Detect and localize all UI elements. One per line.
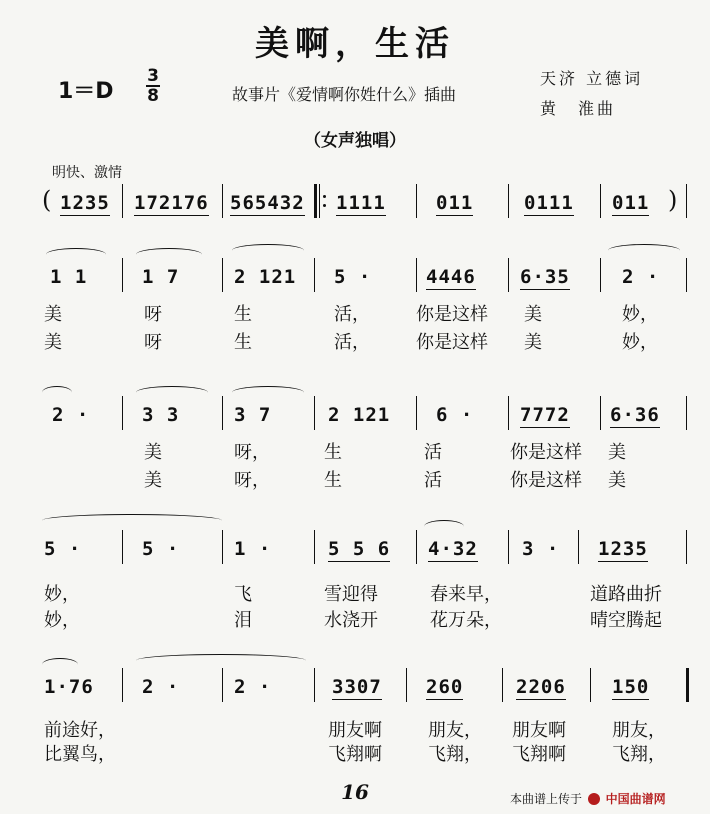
- system-5-staff: [38, 664, 688, 712]
- measure: 5 ·: [334, 266, 372, 288]
- measure: 3 ·: [522, 538, 560, 560]
- lyric-word: 雪迎得: [324, 584, 378, 605]
- slur: [136, 386, 208, 399]
- lyric-word: 美: [524, 304, 542, 325]
- barline: [600, 184, 601, 218]
- barline: [314, 668, 315, 702]
- lyric-line: [38, 300, 688, 325]
- lyric-word: 呀，: [234, 470, 270, 491]
- slur: [424, 520, 464, 533]
- barline: [686, 530, 687, 564]
- measure: 1 1: [50, 266, 88, 288]
- measure: 3307: [332, 676, 382, 698]
- measure: 011: [612, 192, 650, 214]
- barline: [122, 530, 123, 564]
- lyric-word: 你是这样: [416, 332, 488, 353]
- barline: [314, 530, 315, 564]
- lyric-word: 美: [144, 442, 162, 463]
- lyric-word: 美: [608, 442, 626, 463]
- slur: [232, 244, 304, 257]
- barline: [508, 258, 509, 292]
- lyric-word: 活，: [334, 304, 370, 325]
- barline: [122, 258, 123, 292]
- opening-parenthesis: (: [42, 186, 52, 214]
- slur: [136, 654, 306, 667]
- lyric-word: 前途好，: [44, 720, 116, 741]
- song-title: 美啊，生活: [255, 24, 455, 64]
- measure: 1235: [60, 192, 110, 214]
- lyric-word: 呀: [144, 332, 162, 353]
- system-1-staff: [38, 180, 688, 228]
- barline: [222, 668, 223, 702]
- lyric-word: 呀，: [234, 442, 270, 463]
- lyric-line: [38, 716, 688, 741]
- barline: [578, 530, 579, 564]
- measure: 7772: [520, 404, 570, 426]
- measure: 6·36: [610, 404, 660, 426]
- measure: 2 ·: [52, 404, 90, 426]
- measure: 3 3: [142, 404, 180, 426]
- time-signature-bottom: 8: [147, 86, 159, 106]
- measure: 1235: [598, 538, 648, 560]
- barline: [406, 668, 407, 702]
- lyric-word: 朋友，: [428, 720, 482, 741]
- footer-text: 本曲谱上传于: [510, 792, 583, 806]
- system-2-staff: [38, 254, 688, 302]
- lyric-word: 飞翔，: [428, 744, 482, 765]
- lyric-word: 飞翔啊: [328, 744, 382, 765]
- barline: [600, 258, 601, 292]
- key-signature: 1＝D: [58, 79, 114, 104]
- system-4-staff: [38, 526, 688, 574]
- system-3-staff: [38, 392, 688, 440]
- lyric-word: 生: [234, 332, 252, 353]
- lyric-word: 泪: [234, 610, 252, 631]
- lyric-line: [38, 740, 688, 765]
- barline: [416, 396, 417, 430]
- measure: 2 ·: [234, 676, 272, 698]
- measure: 1111: [336, 192, 386, 214]
- footer-brand: 中国曲谱网: [605, 792, 666, 806]
- measure: 1 7: [142, 266, 180, 288]
- measure: 1·76: [44, 676, 94, 698]
- barline: [508, 530, 509, 564]
- lyric-word: 生: [324, 442, 342, 463]
- measure: 4446: [426, 266, 476, 288]
- lyricist-credit: 天济 立德词: [540, 69, 644, 88]
- measure: 565432: [230, 192, 305, 214]
- measure: 2 ·: [142, 676, 180, 698]
- measure: 3 7: [234, 404, 272, 426]
- slur: [42, 658, 78, 671]
- lyric-line: [38, 606, 688, 631]
- measure: 2 121: [328, 404, 391, 426]
- measure: 260: [426, 676, 464, 698]
- lyric-word: 晴空腾起: [590, 610, 662, 631]
- time-signature: [146, 68, 160, 104]
- lyric-word: 飞翔，: [612, 744, 666, 765]
- time-signature-top: 3: [147, 66, 159, 86]
- measure: 2206: [516, 676, 566, 698]
- page-number: 16: [341, 780, 369, 804]
- measure: 1 ·: [234, 538, 272, 560]
- barline: [686, 668, 689, 702]
- lyric-word: 美: [608, 470, 626, 491]
- slur: [608, 244, 680, 257]
- slur: [232, 386, 304, 399]
- lyric-word: 美: [144, 470, 162, 491]
- slur: [42, 386, 72, 399]
- lyric-word: 美: [44, 332, 62, 353]
- lyric-word: 比翼鸟，: [44, 744, 116, 765]
- barline: [686, 184, 687, 218]
- lyric-word: 春来早，: [430, 584, 502, 605]
- lyric-word: 你是这样: [510, 470, 582, 491]
- lyric-word: 妙，: [622, 304, 658, 325]
- measure: 4·32: [428, 538, 478, 560]
- footer-watermark: [510, 790, 666, 807]
- lyric-word: 活: [424, 470, 442, 491]
- barline: [122, 396, 123, 430]
- barline: [122, 184, 123, 218]
- measure: 5 ·: [44, 538, 82, 560]
- lyric-word: 美: [524, 332, 542, 353]
- measure: 2 121: [234, 266, 297, 288]
- site-logo-icon: [588, 793, 600, 805]
- lyric-word: 朋友啊: [512, 720, 566, 741]
- lyric-word: 妙，: [44, 584, 80, 605]
- composer-credit: 黄 淮曲: [540, 99, 617, 118]
- barline: [222, 530, 223, 564]
- barline: [502, 668, 503, 702]
- lyric-word: 妙，: [622, 332, 658, 353]
- tempo-marking: 明快、激情: [52, 165, 122, 181]
- measure: 150: [612, 676, 650, 698]
- lyric-word: 妙，: [44, 610, 80, 631]
- lyric-word: 活: [424, 442, 442, 463]
- lyric-word: 你是这样: [510, 442, 582, 463]
- barline: [686, 396, 687, 430]
- barline: [222, 396, 223, 430]
- barline: [314, 258, 315, 292]
- lyric-word: 水浇开: [324, 610, 378, 631]
- measure: 011: [436, 192, 474, 214]
- barline: [590, 668, 591, 702]
- slur: [42, 514, 222, 527]
- barline: [416, 530, 417, 564]
- lyric-line: [38, 328, 688, 353]
- lyric-word: 美: [44, 304, 62, 325]
- measure: 6·35: [520, 266, 570, 288]
- lyric-word: 道路曲折: [590, 584, 662, 605]
- barline: [222, 258, 223, 292]
- lyric-word: 生: [324, 470, 342, 491]
- barline: [686, 258, 687, 292]
- lyric-line: [38, 438, 688, 463]
- lyric-word: 你是这样: [416, 304, 488, 325]
- slur: [136, 248, 202, 261]
- lyric-word: 朋友啊: [328, 720, 382, 741]
- measure: 5 ·: [142, 538, 180, 560]
- measure: 2 ·: [622, 266, 660, 288]
- performance-note: （女声独唱）: [304, 131, 406, 151]
- lyric-line: [38, 580, 688, 605]
- barline: [314, 396, 315, 430]
- lyric-word: 飞翔啊: [512, 744, 566, 765]
- slur: [46, 248, 106, 261]
- lyric-word: 生: [234, 304, 252, 325]
- source-note: 故事片《爱情啊你姓什么》插曲: [232, 85, 457, 104]
- barline: [508, 396, 509, 430]
- lyric-word: 飞: [234, 584, 252, 605]
- closing-parenthesis: ): [668, 186, 678, 214]
- measure: 5 5 6: [328, 538, 391, 560]
- lyric-word: 朋友，: [612, 720, 666, 741]
- measure: 0111: [524, 192, 574, 214]
- barline: [600, 396, 601, 430]
- lyric-line: [38, 466, 688, 491]
- lyric-word: 花万朵，: [430, 610, 502, 631]
- measure: 6 ·: [436, 404, 474, 426]
- lyric-word: 活，: [334, 332, 370, 353]
- repeat-sign: [314, 184, 324, 218]
- barline: [122, 668, 123, 702]
- barline: [416, 184, 417, 218]
- measure: 172176: [134, 192, 209, 214]
- barline: [222, 184, 223, 218]
- lyric-word: 呀: [144, 304, 162, 325]
- barline: [508, 184, 509, 218]
- barline: [416, 258, 417, 292]
